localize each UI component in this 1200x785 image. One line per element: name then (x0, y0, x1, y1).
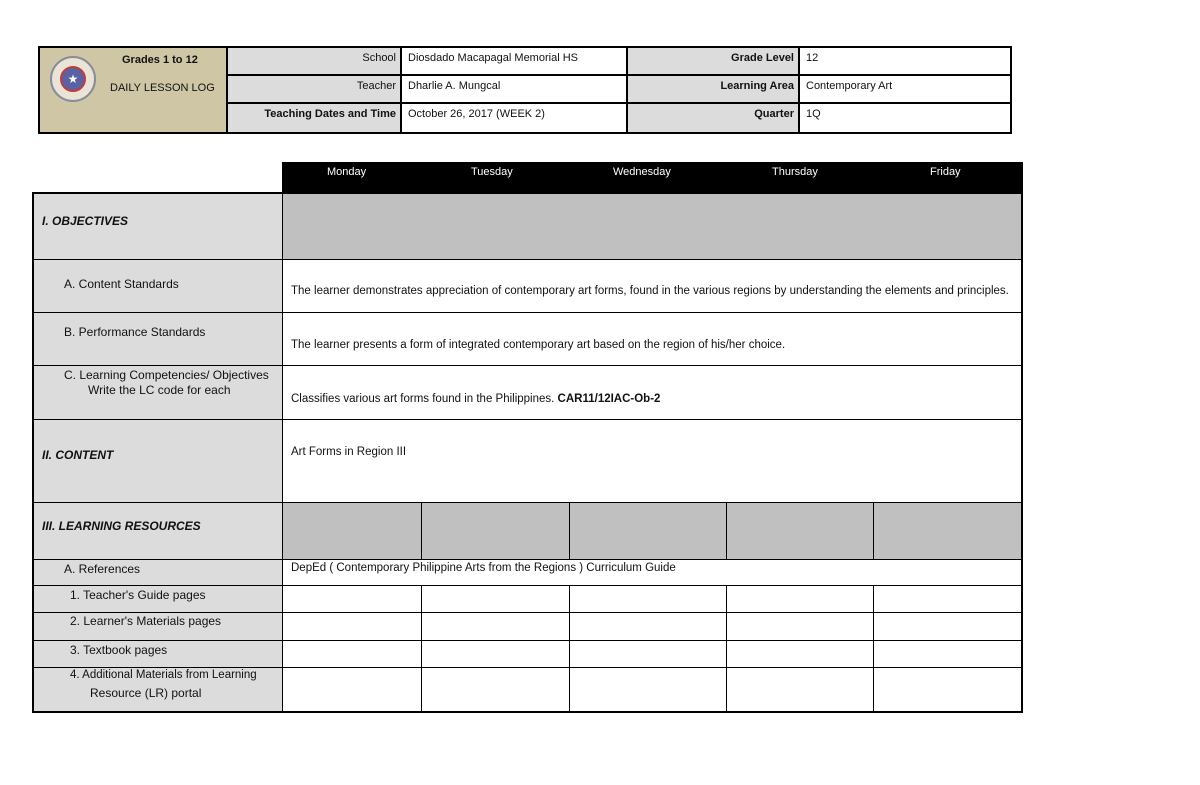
header-title-block (40, 48, 228, 132)
lesson-plan-table (32, 192, 1023, 713)
teachers-guide-label: 1. Teacher's Guide pages (70, 588, 206, 602)
quarter-value: 1Q (806, 108, 821, 120)
competencies-label: C. Learning Competencies/ Objectives (64, 368, 269, 382)
teachers-guide-row (34, 586, 1021, 613)
references-text: DepEd ( Contemporary Philippine Arts from the Regions ) Curriculum Guide (291, 562, 676, 574)
grade-level-label: Grade Level (628, 48, 800, 74)
content-text: Art Forms in Region III (291, 446, 407, 458)
teaching-dates-value: October 26, 2017 (WEEK 2) (402, 104, 628, 132)
additional-materials-label: 4. Additional Materials from Learning (70, 669, 257, 681)
performance-standards-row (34, 313, 1021, 366)
grade-level-value: 12 (806, 52, 819, 64)
days-header-bar (282, 162, 1023, 192)
performance-standards-text: The learner presents a form of integrated contemporary art based on the region of his/her choice. (291, 339, 786, 351)
deped-seal-icon: ★ (50, 56, 96, 102)
learning-resources-title: III. LEARNING RESOURCES (42, 519, 201, 533)
learners-materials-row (34, 613, 1021, 641)
resources-wednesday-cell (570, 503, 727, 559)
header-row-dates (228, 104, 1010, 132)
learners-materials-label: 2. Learner's Materials pages (70, 614, 222, 628)
references-label: A. References (64, 562, 141, 576)
day-wednesday: Wednesday (613, 166, 671, 178)
lesson-log-header (38, 46, 1012, 134)
competencies-text: Classifies various art forms found in the Philippines. (291, 393, 555, 405)
content-standards-label: A. Content Standards (64, 277, 179, 291)
learning-area-value: Contemporary Art (806, 80, 893, 92)
performance-standards-label: B. Performance Standards (64, 325, 206, 339)
resources-tuesday-cell (422, 503, 570, 559)
additional-materials-row (34, 668, 1021, 711)
school-label: School (228, 48, 402, 74)
day-tuesday: Tuesday (471, 166, 513, 178)
textbook-row (34, 641, 1021, 668)
content-title: II. CONTENT (42, 448, 114, 462)
resources-thursday-cell (727, 503, 874, 559)
objectives-title: I. OBJECTIVES (42, 214, 129, 228)
competencies-code: CAR11/12IAC-Ob-2 (557, 393, 661, 405)
objectives-row (34, 194, 1021, 260)
header-row-school (228, 48, 1010, 76)
references-row (34, 560, 1021, 586)
teacher-label: Teacher (228, 76, 402, 102)
teacher-value: Dharlie A. Mungcal (402, 76, 628, 102)
objectives-days-cell (283, 194, 1021, 259)
learning-resources-row (34, 503, 1021, 560)
competencies-row (34, 366, 1021, 420)
textbook-label: 3. Textbook pages (70, 643, 168, 657)
header-row-teacher (228, 76, 1010, 104)
competencies-label-line2: Write the LC code for each (88, 383, 231, 397)
day-friday: Friday (930, 166, 961, 178)
day-monday: Monday (327, 166, 367, 178)
content-row (34, 420, 1021, 503)
content-standards-row (34, 260, 1021, 313)
content-standards-text: The learner demonstrates appreciation of contemporary art forms, found in the various regions by understanding the elements and principles. (291, 285, 1009, 297)
daily-lesson-log-title: DAILY LESSON LOG (110, 82, 215, 94)
day-thursday: Thursday (772, 166, 818, 178)
learning-area-label: Learning Area (628, 76, 800, 102)
grades-label: Grades 1 to 12 (122, 54, 198, 66)
school-value: Diosdado Macapagal Memorial HS (402, 48, 628, 74)
resources-monday-cell (283, 503, 422, 559)
resources-friday-cell (874, 503, 1021, 559)
quarter-label: Quarter (628, 104, 800, 132)
teaching-dates-label: Teaching Dates and Time (228, 104, 402, 132)
additional-materials-label-line2: Resource (LR) portal (90, 686, 202, 700)
